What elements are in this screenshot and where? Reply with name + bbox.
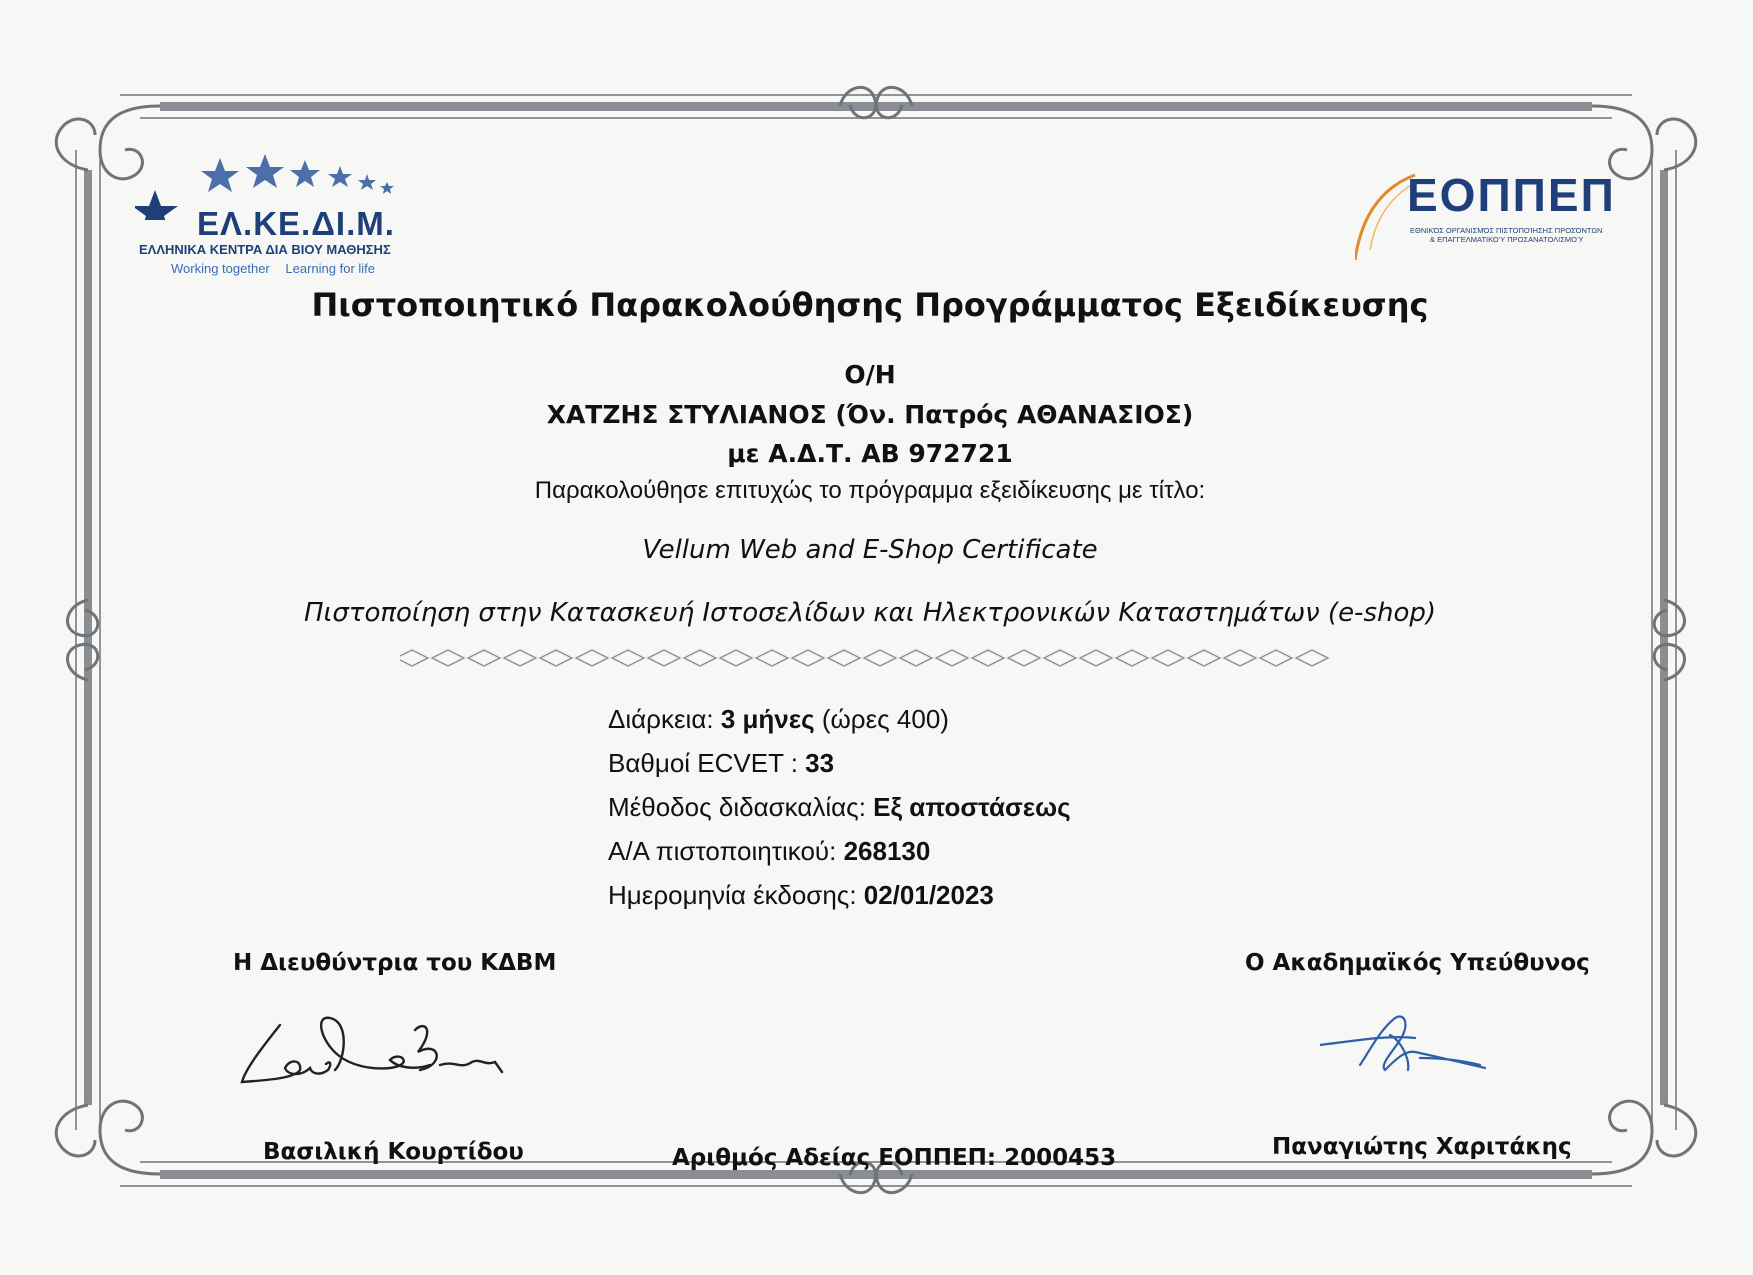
tagline-2: Learning for life [285,261,376,276]
divider-diamond [1260,650,1292,666]
divider-diamond [648,650,680,666]
certificate-details [608,704,1308,924]
divider-diamond [1008,650,1040,666]
divider-diamond [972,650,1004,666]
license-number: Αριθμός Αδείας ΕΟΠΠΕΠ: 2000453 [672,1145,1117,1171]
detail-row-ecvet: Βαθμοί ECVET : 33 [608,748,835,778]
right-signature [1320,1010,1495,1085]
divider-diamond [684,650,716,666]
right-signatory-name: Παναγιώτης Χαριτάκης [1272,1134,1572,1160]
elkedim-logo [135,150,465,280]
elkedim-tagline [171,261,387,276]
divider-diamond [1296,650,1328,666]
eoppep-subline [1410,226,1602,244]
eoppep-subline-2: & ΕΠΑΓΓΕΛΜΑΤΙΚΟΎ ΠΡΟΣΑΝΑΤΟΛΙΣΜΟΎ [1430,235,1584,244]
left-signatory-name: Βασιλική Κουρτίδου [263,1139,524,1165]
divider-diamond [1152,650,1184,666]
elkedim-wordmark: ΕΛ.ΚΕ.ΔΙ.Μ. [197,205,395,242]
divider-diamond [864,650,896,666]
divider-diamond [936,650,968,666]
certificate-title: Πιστοποιητικό Παρακολούθησης Προγράμματος Εξειδίκευσης [311,286,1429,324]
holder-name: ΧΑΤΖΗΣ ΣΤΥΛΙΑΝΟΣ (Όν. Πατρός ΑΘΑΝΑΣΙΟΣ) [546,400,1194,429]
eoppep-wordmark: ΕΟΠΠΕΠ [1407,169,1616,221]
divider-diamond [720,650,752,666]
divider-diamond [900,650,932,666]
elkedim-subline: ΕΛΛΗΝΙΚΑ ΚΕΝΤΡΑ ΔΙΑ ΒΙΟΥ ΜΑΘΗΣΗΣ [139,242,391,257]
completion-statement: Παρακολούθησε επιτυχώς το πρόγραμμα εξειδίκευσης με τίτλο: [534,477,1206,504]
divider-diamond [828,650,860,666]
eoppep-logo [1355,169,1616,260]
divider-diamond [540,650,572,666]
detail-row-duration: Διάρκεια: 3 μήνες (ώρες 400) [608,704,949,734]
divider-diamond [468,650,500,666]
divider-diamond [1044,650,1076,666]
divider-diamond [432,650,464,666]
divider-diamond [1188,650,1220,666]
detail-row-issue-date: Ημερομηνία έκδοσης: 02/01/2023 [608,880,994,910]
left-signatory-role: Η Διευθύντρια του ΚΔΒΜ [233,950,557,976]
detail-row-certificate-number: Α/Α πιστοποιητικού: 268130 [608,836,931,866]
salutation: Ο/Η [844,360,896,389]
divider-diamond [1116,650,1148,666]
divider-diamond [612,650,644,666]
diamond-divider [400,648,1345,668]
eoppep-subline-1: ΕΘΝΙΚΌΣ ΟΡΓΑΝΙΣΜΌΣ ΠΙΣΤΟΠΟΊΗΣΗΣ ΠΡΟΣΌΝΤΩΝ [1410,226,1603,235]
divider-diamond [792,650,824,666]
tagline-1: Working together [171,261,270,276]
divider-diamond [504,650,536,666]
divider-diamond [1224,650,1256,666]
divider-diamond [400,650,428,666]
program-title-el: Πιστοποίηση στην Κατασκευή Ιστοσελίδων και Ηλεκτρονικών Καταστημάτων (e-shop) [303,598,1437,628]
id-line: με Α.Δ.Τ. ΑΒ 972721 [727,439,1013,468]
divider-diamond [1080,650,1112,666]
detail-row-method: Μέθοδος διδασκαλίας: Εξ αποστάσεως [608,792,1071,822]
left-signature [240,1010,510,1095]
right-signatory-role: Ο Ακαδημαϊκός Υπεύθυνος [1245,950,1590,976]
program-title-en: Vellum Web and E-Shop Certificate [642,535,1098,565]
divider-diamond [756,650,788,666]
divider-diamond [576,650,608,666]
